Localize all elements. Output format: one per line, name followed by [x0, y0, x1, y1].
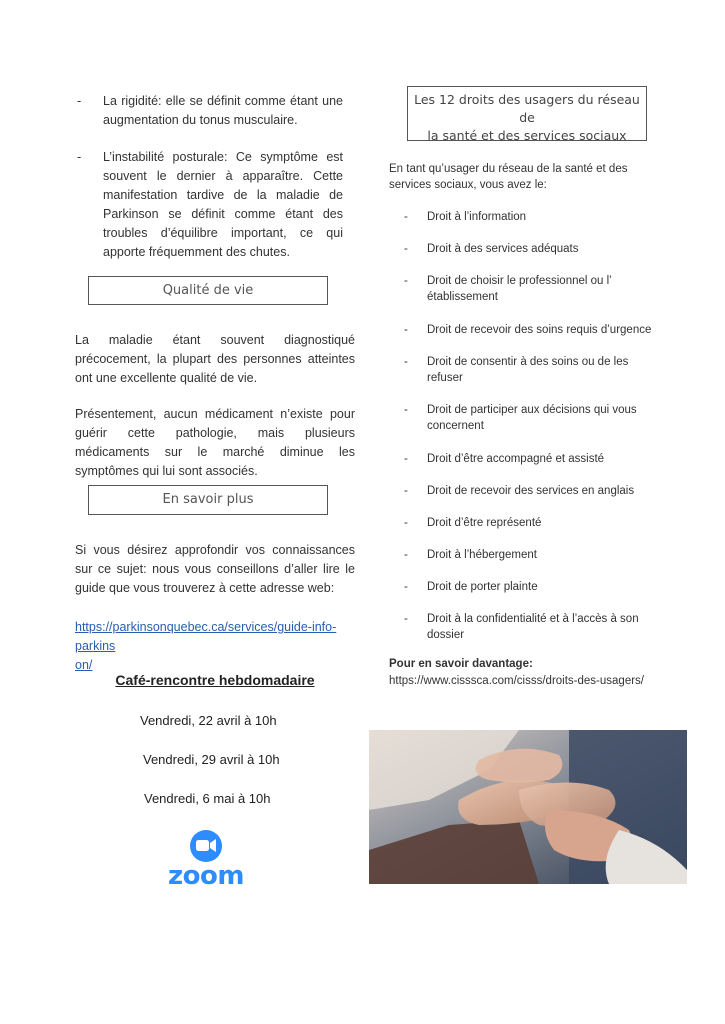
right-dash: -	[404, 453, 408, 465]
right-item	[400, 451, 670, 467]
right-text: Droit de participer aux décisions qui vous concernent	[427, 404, 637, 432]
right-dash: -	[404, 517, 408, 529]
bullet-instabilite	[77, 148, 343, 263]
bullet-text: La rigidité: elle se définit comme étant une augmentation du tonus musculaire.	[103, 94, 343, 127]
bullet-rigidite	[77, 92, 343, 132]
date-line-3: Vendredi, 6 mai à 10h	[144, 791, 271, 806]
right-item	[400, 402, 670, 434]
right-text: Droit de porter plainte	[427, 581, 538, 593]
right-dash: -	[404, 404, 408, 416]
quality-paragraph-2: Présentement, aucun médicament n’existe pour guérir cette pathologie, mais plusieurs médicaments sur le marché diminue les symptômes qui lui sont associés.	[75, 407, 355, 478]
bullet-text: L’instabilité posturale: Ce symptôme est souvent le dernier à apparaître. Cette manifestation tardive de la maladie de Parkinson se définit comme étant des troubles d’équilibre important, ce qui apporte fréquemment des chutes.	[103, 150, 343, 259]
right-item	[400, 273, 670, 305]
right-item	[400, 515, 670, 531]
right-text: Droit de choisir le professionnel ou l’ établissement	[427, 275, 612, 303]
right-dash: -	[404, 275, 408, 287]
right-text: Droit de recevoir des soins requis d’urgence	[427, 324, 652, 336]
right-item	[400, 547, 670, 563]
right-item	[400, 483, 670, 499]
quality-paragraph-1: La maladie étant souvent diagnostiqué précocement, la plupart des personnes atteintes ont une excellente qualité de vie.	[75, 333, 355, 385]
right-item	[400, 354, 670, 386]
hands-photo-icon	[369, 730, 687, 884]
quality-heading: Qualité de vie	[162, 283, 254, 298]
right-dash: -	[404, 485, 408, 497]
rights-heading-line-1: Les 12 droits des usagers du réseau de	[414, 92, 640, 125]
right-text: Droit d’être accompagné et assisté	[427, 453, 605, 465]
right-dash: -	[404, 243, 408, 255]
rights-intro: En tant qu’usager du réseau de la santé et des services sociaux, vous avez le:	[389, 163, 628, 191]
right-dash: -	[404, 549, 408, 561]
right-item	[400, 611, 670, 643]
hands-photo	[369, 730, 687, 884]
more-heading: En savoir plus	[162, 492, 254, 507]
bullet-dash: -	[77, 150, 82, 164]
bullet-dash: -	[77, 94, 82, 108]
rights-heading-line-2: la santé et des services sociaux	[427, 128, 627, 143]
zoom-logo	[164, 828, 248, 892]
more-heading-box	[88, 485, 328, 515]
more-paragraph: Si vous désirez approfondir vos connaissances sur ce sujet: nous vous conseillons d’aller lire le guide que vous trouverez à cette adresse web:	[75, 543, 355, 595]
right-text: Droit à l’hébergement	[427, 549, 537, 561]
date-line-1: Vendredi, 22 avril à 10h	[140, 713, 277, 728]
right-text: Droit à la confidentialité et à l’accès à son dossier	[427, 613, 639, 641]
right-item	[400, 209, 670, 225]
date-line-2: Vendredi, 29 avril à 10h	[143, 752, 280, 767]
right-item	[400, 322, 670, 338]
right-dash: -	[404, 581, 408, 593]
right-text: Droit de recevoir des services en anglais	[427, 485, 635, 497]
zoom-wordmark: zoom	[168, 861, 244, 891]
right-item	[400, 579, 670, 595]
right-text: Droit d’être représenté	[427, 517, 542, 529]
more-info-url[interactable]: https://www.cisssca.com/cisss/droits-des-usagers/	[389, 675, 644, 687]
guide-link[interactable]	[75, 618, 360, 675]
right-dash: -	[404, 211, 408, 223]
right-item	[400, 241, 670, 257]
right-dash: -	[404, 613, 408, 625]
more-info-label: Pour en savoir davantage:	[389, 658, 533, 670]
right-text: Droit à l’information	[427, 211, 527, 223]
right-dash: -	[404, 324, 408, 336]
right-dash: -	[404, 356, 408, 368]
quality-heading-box	[88, 276, 328, 305]
right-text: Droit à des services adéquats	[427, 243, 579, 255]
guide-link-line-2[interactable]: on/	[75, 658, 93, 672]
cafe-title: Café-rencontre hebdomadaire	[115, 672, 315, 688]
guide-link-line-1[interactable]: https://parkinsonquebec.ca/services/guide-info-parkins	[75, 620, 337, 653]
right-text: Droit de consentir à des soins ou de les refuser	[427, 356, 629, 384]
rights-heading-box	[407, 86, 647, 141]
